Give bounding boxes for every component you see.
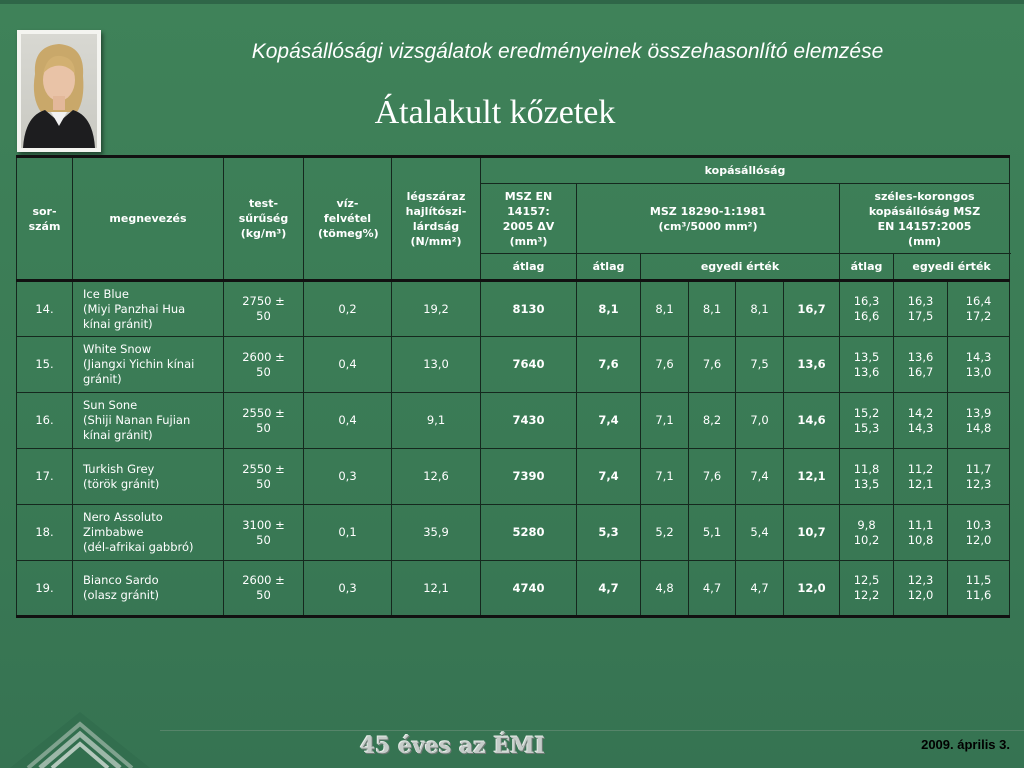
- wide-wheel-individual-value: [894, 561, 948, 617]
- wide-wheel-individual-value: [894, 449, 948, 505]
- cell-line: 9,8: [857, 517, 876, 532]
- cell-line: 14,3: [907, 420, 934, 435]
- cell-line: 14,8: [965, 420, 992, 435]
- water-absorption-value: 0,3: [304, 561, 392, 617]
- cell-line: 11,2: [907, 461, 934, 476]
- cell-line: 16,3: [853, 294, 880, 308]
- cell-line: White Snow: [83, 342, 152, 356]
- msz-individual-value: 4,8: [641, 561, 689, 617]
- header-sorszam: sor-szám: [17, 157, 73, 281]
- cell-line: 3100 ±: [242, 517, 285, 532]
- cell-line: 12,5: [853, 573, 880, 587]
- density-value: [224, 561, 304, 617]
- msz-average-value: 5,3: [577, 505, 641, 561]
- cell-line: 12,1: [907, 476, 934, 491]
- cell-line: 12,0: [965, 532, 992, 547]
- msz-average-value: 8,1: [577, 281, 641, 337]
- cell-line: 50: [256, 420, 271, 435]
- water-absorption-value: 0,1: [304, 505, 392, 561]
- cell-line: 13,9: [965, 405, 992, 420]
- msz-average-value: 7,6: [577, 337, 641, 393]
- msz-individual-value: 7,4: [736, 449, 784, 505]
- wide-wheel-average-value: 10,7: [784, 505, 840, 561]
- stone-name: [73, 393, 224, 449]
- wide-wheel-individual-value: [840, 505, 894, 561]
- density-value: [224, 281, 304, 337]
- msz-individual-value: 4,7: [689, 561, 736, 617]
- cell-line: 13,0: [965, 364, 992, 379]
- cell-line: Sun Sone: [83, 398, 138, 412]
- cell-line: (dél-afrikai gabbró): [83, 540, 194, 554]
- bending-strength-value: 9,1: [392, 393, 481, 449]
- cell-line: 50: [256, 364, 271, 379]
- wide-wheel-average-value: 16,7: [784, 281, 840, 337]
- msz-individual-value: 8,1: [689, 281, 736, 337]
- bending-strength-value: 12,1: [392, 561, 481, 617]
- density-value: [224, 393, 304, 449]
- msz-individual-value: 4,7: [736, 561, 784, 617]
- msz-individual-value: 5,4: [736, 505, 784, 561]
- water-absorption-value: 0,4: [304, 337, 392, 393]
- stone-name: [73, 561, 224, 617]
- cell-line: (Jiangxi Yichin kínai: [83, 357, 195, 371]
- stone-name: [73, 337, 224, 393]
- wide-wheel-individual-value: [894, 505, 948, 561]
- cell-line: 11,7: [965, 461, 992, 476]
- header-msz-en-14157: MSZ EN 14157: 2005 ΔV (mm³): [481, 184, 577, 254]
- header-egyedi-msz: egyedi érték: [641, 254, 840, 281]
- msz-individual-value: 7,6: [689, 337, 736, 393]
- density-value: [224, 449, 304, 505]
- msz-individual-value: 7,5: [736, 337, 784, 393]
- cell-line: 13,6: [907, 349, 934, 364]
- wide-wheel-average-value: 12,1: [784, 449, 840, 505]
- header-megnevezes: megnevezés: [73, 157, 224, 281]
- header-test-suruseg: test-sűrűség (kg/m³): [224, 157, 304, 281]
- cell-line: 17,2: [965, 309, 992, 323]
- cell-line: (Shiji Nanan Fujian: [83, 413, 191, 427]
- cell-line: 11,5: [965, 573, 992, 587]
- cell-line: 2750 ±: [242, 294, 285, 308]
- cell-line: 10,2: [853, 532, 880, 547]
- dv-average-value: 7640: [481, 337, 577, 393]
- slide-title: Kopásállósági vizsgálatok eredményeinek összehasonlító elemzése: [251, 40, 884, 63]
- table-row: [17, 281, 1010, 337]
- cell-line: 11,6: [965, 588, 992, 602]
- wide-wheel-individual-value: [894, 393, 948, 449]
- wide-wheel-individual-value: [948, 281, 1010, 337]
- density-value: [224, 505, 304, 561]
- wide-wheel-individual-value: [840, 393, 894, 449]
- msz-average-value: 7,4: [577, 393, 641, 449]
- footer-divider: [160, 730, 1024, 731]
- cell-line: Nero Assoluto: [83, 510, 163, 524]
- cell-line: 14,3: [965, 349, 992, 364]
- results-table: [16, 155, 1010, 618]
- cell-line: (Miyi Panzhai Hua: [83, 301, 186, 316]
- cell-line: 15,2: [853, 405, 880, 420]
- cell-line: 50: [256, 532, 271, 547]
- cell-line: 12,3: [907, 573, 934, 587]
- dv-average-value: 7390: [481, 449, 577, 505]
- cell-line: 11,8: [853, 461, 880, 476]
- row-number: 17.: [17, 449, 73, 505]
- cell-line: 12,0: [907, 588, 934, 602]
- header-egyedi-szeles: egyedi érték: [894, 254, 1010, 281]
- wide-wheel-individual-value: [840, 561, 894, 617]
- cell-line: 12,3: [965, 476, 992, 491]
- wide-wheel-individual-value: [948, 393, 1010, 449]
- wide-wheel-individual-value: [894, 337, 948, 393]
- table-row: [17, 337, 1010, 393]
- msz-individual-value: 7,1: [641, 393, 689, 449]
- row-number: 18.: [17, 505, 73, 561]
- wide-wheel-individual-value: [894, 281, 948, 337]
- msz-individual-value: 7,1: [641, 449, 689, 505]
- wide-wheel-individual-value: [948, 505, 1010, 561]
- cell-line: kínai gránit): [83, 316, 153, 331]
- msz-average-value: 4,7: [577, 561, 641, 617]
- stone-name: [73, 281, 224, 337]
- cell-line: 2600 ±: [242, 349, 285, 364]
- cell-line: Turkish Grey: [83, 461, 155, 476]
- header-kopasallosag: kopásállóság: [481, 157, 1010, 184]
- wide-wheel-individual-value: [840, 281, 894, 337]
- cell-line: Zimbabwe: [83, 525, 144, 539]
- cell-line: (török gránit): [83, 476, 160, 491]
- wide-wheel-individual-value: [840, 337, 894, 393]
- msz-individual-value: 7,6: [641, 337, 689, 393]
- header-szeles-korongos: széles-korongos kopásállóság MSZ EN 14157:2005 (mm): [840, 184, 1010, 254]
- stone-name: [73, 449, 224, 505]
- wide-wheel-individual-value: [948, 449, 1010, 505]
- presenter-photo: [17, 30, 101, 152]
- water-absorption-value: 0,3: [304, 449, 392, 505]
- cell-line: 12,2: [853, 588, 880, 602]
- msz-individual-value: 7,0: [736, 393, 784, 449]
- cell-line: gránit): [83, 372, 122, 386]
- cell-line: 14,2: [907, 405, 934, 420]
- table-row: [17, 449, 1010, 505]
- wide-wheel-average-value: 12,0: [784, 561, 840, 617]
- cell-line: 11,1: [907, 517, 934, 532]
- bending-strength-value: 13,0: [392, 337, 481, 393]
- cell-line: 16,4: [965, 294, 992, 308]
- cell-line: 2550 ±: [242, 405, 285, 420]
- row-number: 16.: [17, 393, 73, 449]
- header-vizfelvetel: víz-felvétel (tömeg%): [304, 157, 392, 281]
- header-atlag-dv: átlag: [481, 254, 577, 281]
- msz-individual-value: 7,6: [689, 449, 736, 505]
- cell-line: 10,3: [965, 517, 992, 532]
- wide-wheel-individual-value: [840, 449, 894, 505]
- cell-line: 17,5: [907, 309, 934, 323]
- cell-line: 13,6: [853, 364, 880, 379]
- cell-line: 10,8: [907, 532, 934, 547]
- dv-average-value: 4740: [481, 561, 577, 617]
- slide-subtitle: Átalakult kőzetek: [374, 94, 616, 131]
- row-number: 19.: [17, 561, 73, 617]
- msz-individual-value: 5,2: [641, 505, 689, 561]
- row-number: 14.: [17, 281, 73, 337]
- dv-average-value: 7430: [481, 393, 577, 449]
- stone-name: [73, 505, 224, 561]
- dv-average-value: 5280: [481, 505, 577, 561]
- emi-logo-icon: [0, 690, 160, 768]
- wide-wheel-individual-value: [948, 337, 1010, 393]
- row-number: 15.: [17, 337, 73, 393]
- table-row: [17, 561, 1010, 617]
- cell-line: 50: [256, 476, 271, 491]
- cell-line: kínai gránit): [83, 428, 153, 442]
- water-absorption-value: 0,2: [304, 281, 392, 337]
- msz-individual-value: 5,1: [689, 505, 736, 561]
- cell-line: (olasz gránit): [83, 588, 160, 602]
- msz-individual-value: 8,1: [641, 281, 689, 337]
- msz-individual-value: 8,2: [689, 393, 736, 449]
- header-atlag-msz: átlag: [577, 254, 641, 281]
- cell-line: Ice Blue: [83, 286, 129, 301]
- bending-strength-value: 12,6: [392, 449, 481, 505]
- density-value: [224, 337, 304, 393]
- table-row: [17, 505, 1010, 561]
- cell-line: 13,5: [853, 349, 880, 364]
- msz-average-value: 7,4: [577, 449, 641, 505]
- bending-strength-value: 19,2: [392, 281, 481, 337]
- cell-line: 16,6: [853, 309, 880, 323]
- cell-line: 16,3: [907, 294, 934, 308]
- wide-wheel-individual-value: [948, 561, 1010, 617]
- wide-wheel-average-value: 13,6: [784, 337, 840, 393]
- bending-strength-value: 35,9: [392, 505, 481, 561]
- header-legszaraz: légszáraz hajlítószi-lárdság (N/mm²): [392, 157, 481, 281]
- dv-average-value: 8130: [481, 281, 577, 337]
- cell-line: 15,3: [853, 420, 880, 435]
- cell-line: 2600 ±: [242, 573, 285, 587]
- wide-wheel-average-value: 14,6: [784, 393, 840, 449]
- cell-line: 16,7: [907, 364, 934, 379]
- water-absorption-value: 0,4: [304, 393, 392, 449]
- header-atlag-szeles: átlag: [840, 254, 894, 281]
- cell-line: 13,5: [853, 476, 880, 491]
- table-row: [17, 393, 1010, 449]
- cell-line: 2550 ±: [242, 461, 285, 476]
- cell-line: Bianco Sardo: [83, 573, 159, 587]
- cell-line: 50: [256, 309, 271, 323]
- msz-individual-value: 8,1: [736, 281, 784, 337]
- cell-line: 50: [256, 588, 271, 602]
- top-border: [0, 0, 1024, 4]
- anniversary-label: 45 éves az ÉMI: [360, 733, 545, 759]
- header-msz-18290: MSZ 18290-1:1981 (cm³/5000 mm²): [577, 184, 840, 254]
- presentation-date: 2009. április 3.: [921, 737, 1010, 752]
